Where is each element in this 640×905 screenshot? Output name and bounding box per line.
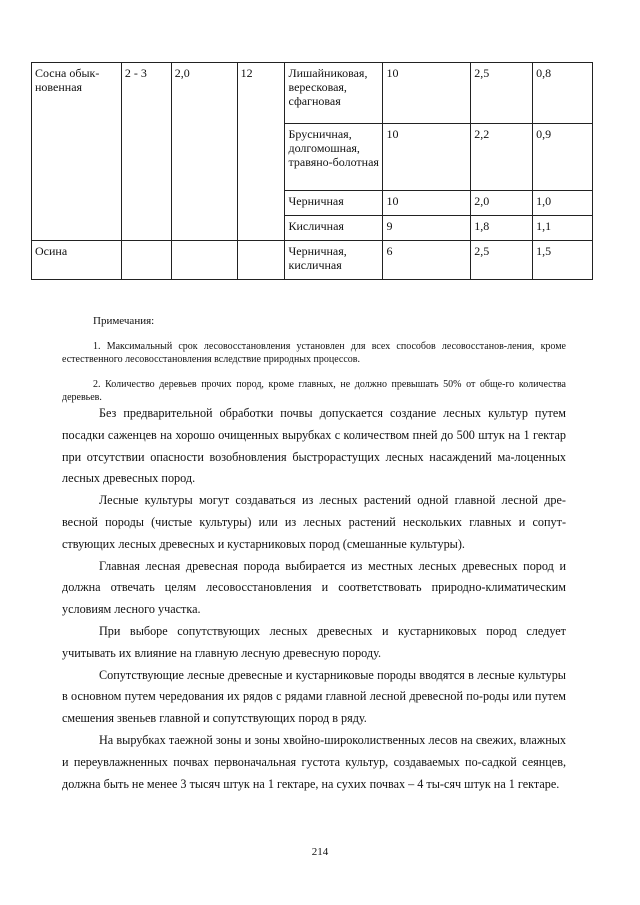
paragraph: Без предварительной обработки почвы допускается создание лесных культур путем посадки саженцев на хорошо очищенных вырубках с количеством пней до 500 штук на 1 гектар при отсутствии опасности возобновления быстрорастущих лесных насаждений ма-лоценных лесных древесных пород.: [62, 406, 566, 486]
table-row: [32, 63, 593, 124]
table-cell: 0,8: [533, 63, 593, 124]
table-cell: 12: [237, 63, 285, 241]
table-cell: 1,1: [533, 216, 593, 241]
table-cell: 2,0: [171, 63, 237, 241]
table-cell: 1,8: [471, 216, 533, 241]
table-row: [32, 241, 593, 280]
table-cell-forest-type: Лишайниковая, вересковая, сфагновая: [285, 63, 383, 124]
table-cell: 9: [383, 216, 471, 241]
table-cell: [237, 241, 285, 280]
paragraph: Главная лесная древесная порода выбирается из местных лесных древесных пород и должна отвечать целям лесовосстановления и соответствовать природно-климатическим условиям лесного участка.: [62, 558, 566, 617]
paragraph: При выборе сопутствующих лесных древесных и кустарниковых пород следует учитывать их влияние на главную лесную древесную породу.: [62, 623, 566, 660]
table-cell: 1,0: [533, 191, 593, 216]
table-cell-species: Сосна обык-новенная: [32, 63, 122, 241]
table-cell: 0,9: [533, 124, 593, 191]
table-cell-species: Осина: [32, 241, 122, 280]
table-cell: 2,5: [471, 241, 533, 280]
table-cell: 2,0: [471, 191, 533, 216]
body-text: [62, 403, 566, 795]
table-cell: [171, 241, 237, 280]
page-number: 214: [311, 846, 329, 858]
table-cell: 10: [383, 63, 471, 124]
table-cell: 2 - 3: [121, 63, 171, 241]
paragraph: Сопутствующие лесные древесные и кустарниковые породы вводятся в лесные культуры в основном путем чередования их рядов с рядами главной лесной древесной по-роды или путем смешения звеньев главной и сопутствующих пород в ряду.: [62, 667, 566, 726]
table-cell: 10: [383, 191, 471, 216]
table-cell-forest-type: Кисличная: [285, 216, 383, 241]
notes-title: Примечания:: [93, 315, 155, 327]
note-item: 2. Количество деревьев прочих пород, кроме главных, не должно превышать 50% от обще-го количества деревьев.: [62, 379, 566, 403]
paragraph: Лесные культуры могут создаваться из лесных растений одной главной лесной дре-весной породы (чистые культуры) или из лесных растений нескольких главных и сопут-ствующих лесных древесных и кустарниковых пород (смешанные культуры).: [62, 493, 566, 551]
paragraph: На вырубках таежной зоны и зоны хвойно-широколиственных лесов на свежих, влажных и переувлажненных почвах первоначальная густота культур, создаваемых по-садкой сеянцев, должна быть не менее 3 тысяч штук на 1 гектаре, на сухих почвах – 4 ты-сяч штук на 1 гектаре.: [62, 732, 566, 791]
table-cell: 1,5: [533, 241, 593, 280]
table-cell: 6: [383, 241, 471, 280]
reforestation-table: [31, 62, 593, 280]
table-cell-forest-type: Черничная, кисличная: [285, 241, 383, 280]
table-cell-forest-type: Брусничная, долгомошная, травяно-болотная: [285, 124, 383, 191]
table-cell-forest-type: Черничная: [285, 191, 383, 216]
note-item: 1. Максимальный срок лесовосстановления установлен для всех способов лесовосстанов-ления, кроме естественного лесовосстановления вследствие природных процессов.: [62, 341, 566, 365]
table-cell: [121, 241, 171, 280]
table-cell: 2,2: [471, 124, 533, 191]
table-cell: 2,5: [471, 63, 533, 124]
table-cell: 10: [383, 124, 471, 191]
